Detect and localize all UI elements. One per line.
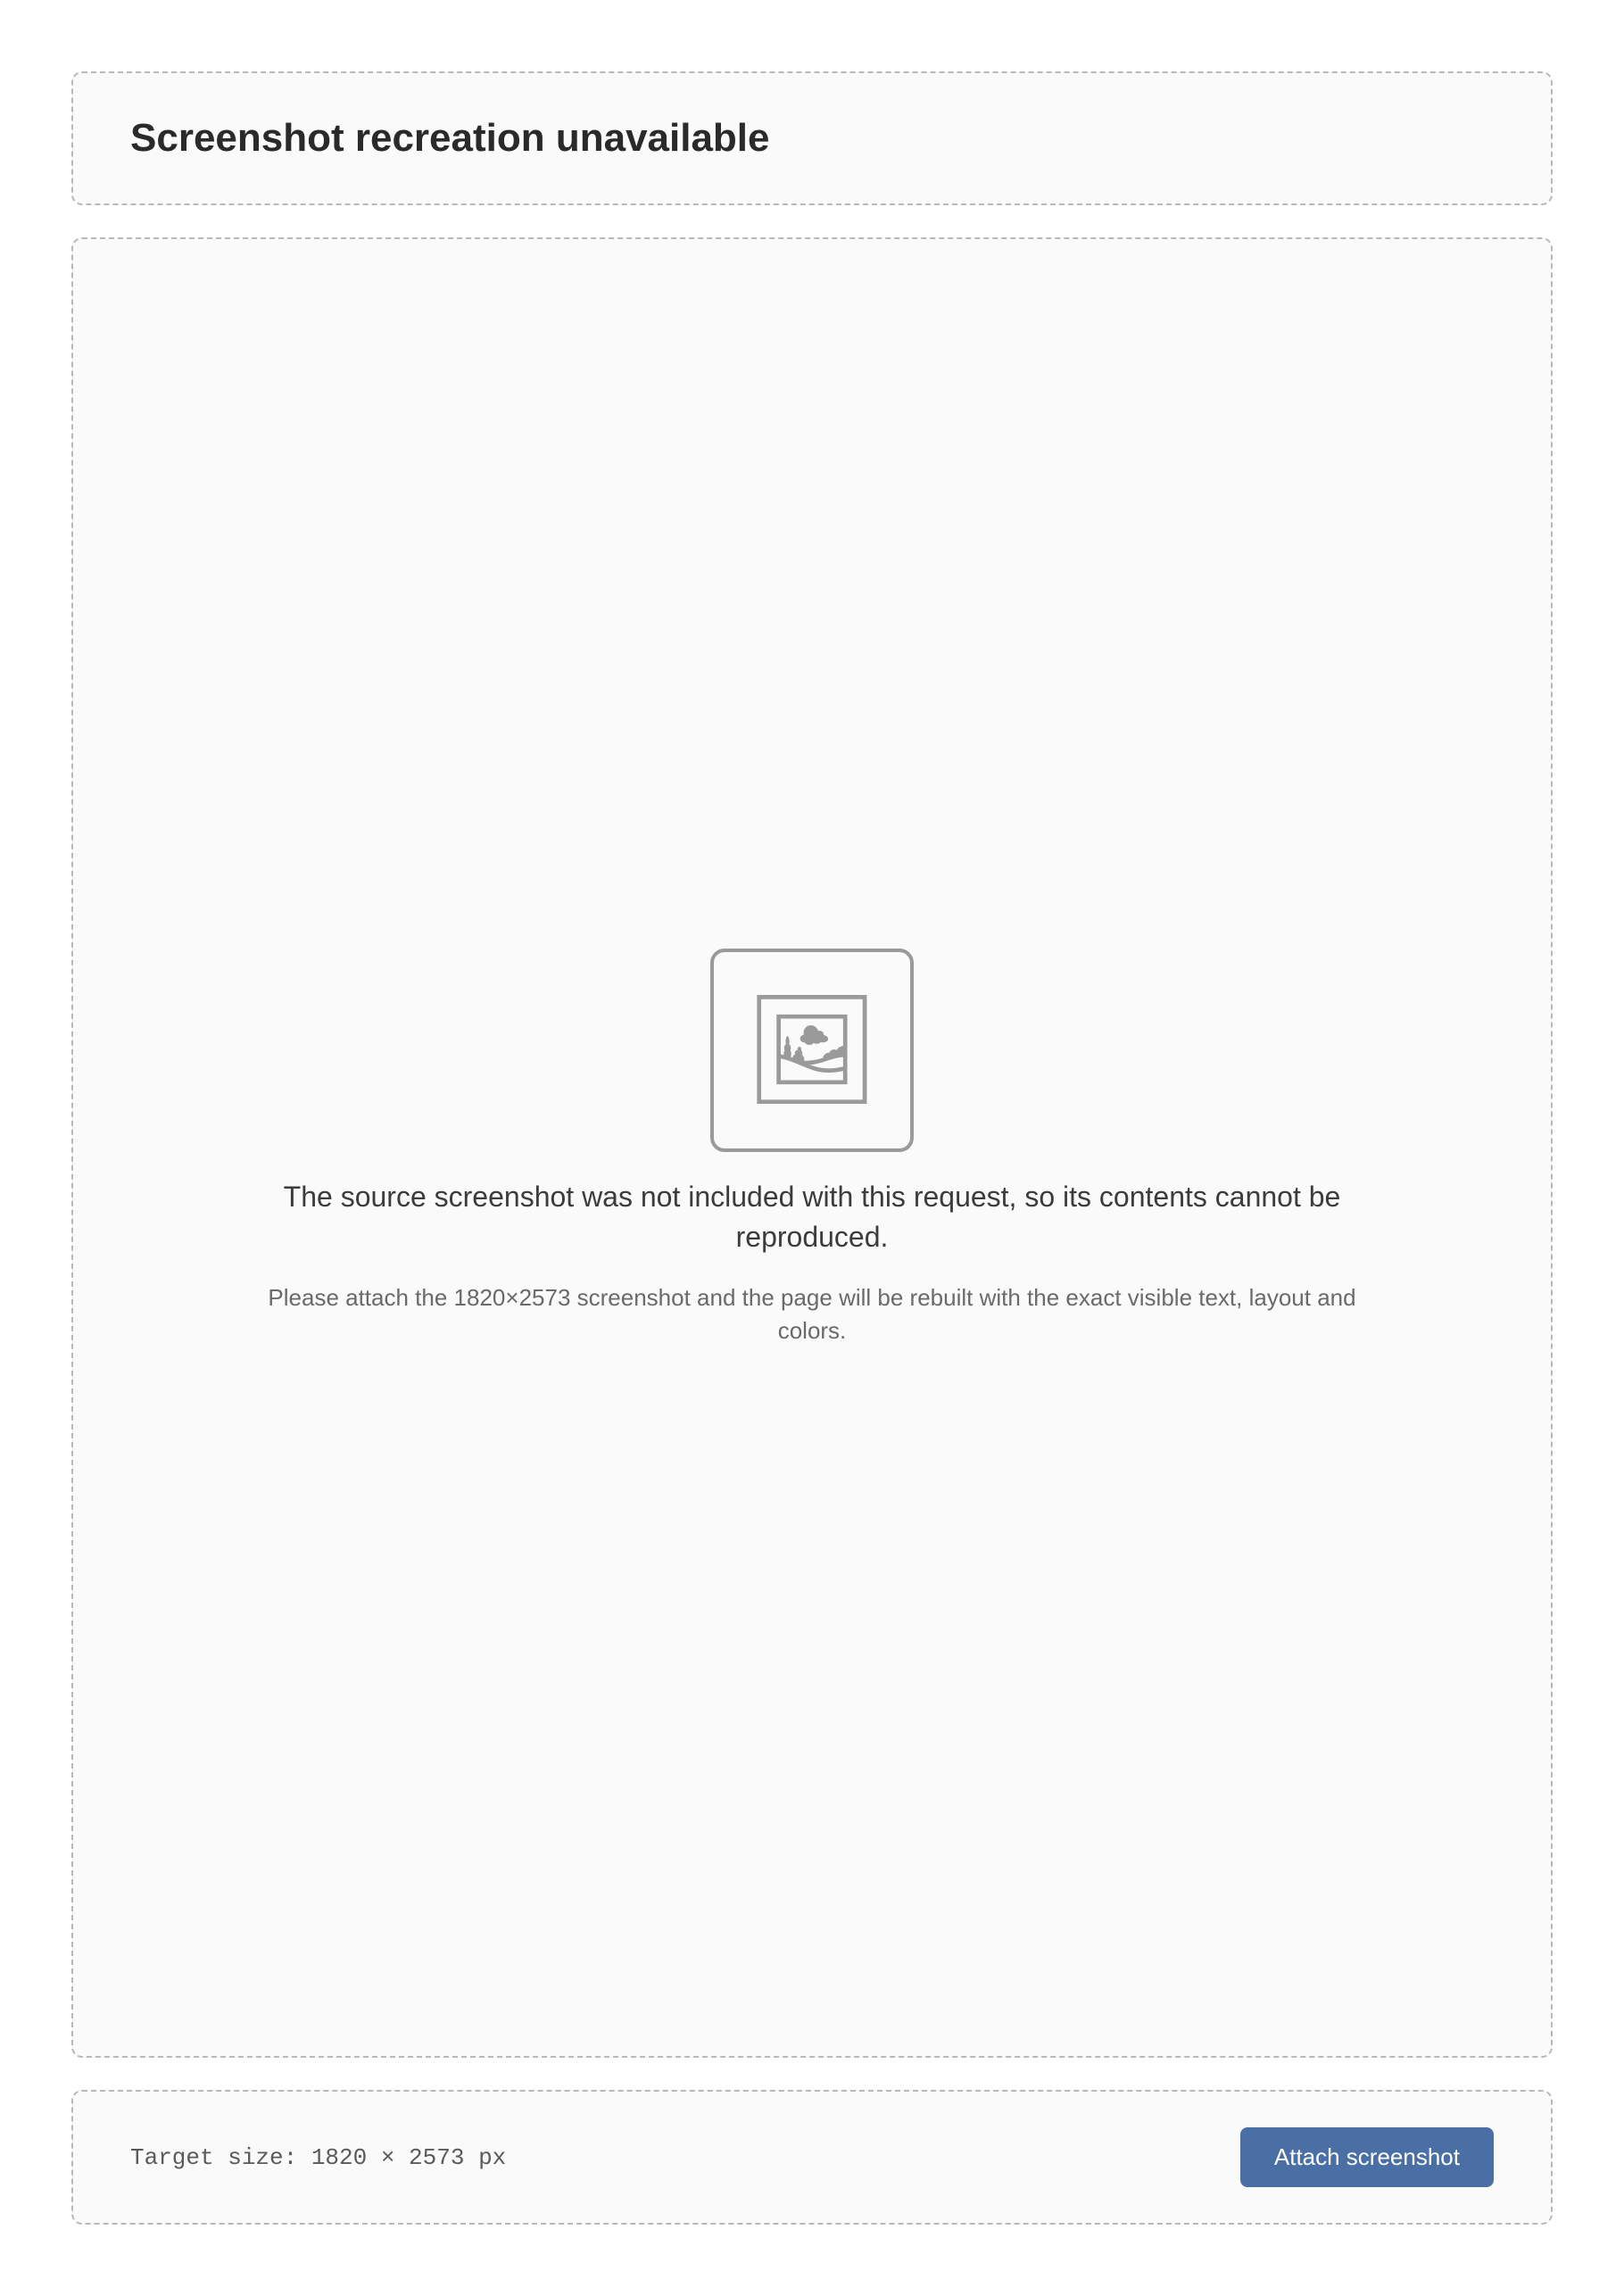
main-content <box>71 237 1553 2058</box>
dimensions-label: Target size: 1820 × 2573 px <box>130 2143 507 2171</box>
notice-text: The source screenshot was not included with this request, so its contents cannot be reproduced. <box>283 1180 1341 1253</box>
hint-text: Please attach the 1820×2573 screenshot and the page will be rebuilt with the exact visible text, layout and colors. <box>268 1284 1356 1344</box>
header <box>71 71 1553 205</box>
footer <box>71 2090 1553 2225</box>
page-title: Screenshot recreation unavailable <box>130 116 770 160</box>
attach-screenshot-button[interactable]: Attach screenshot <box>1240 2127 1494 2187</box>
missing-image-icon: 🖼 <box>710 949 914 1152</box>
